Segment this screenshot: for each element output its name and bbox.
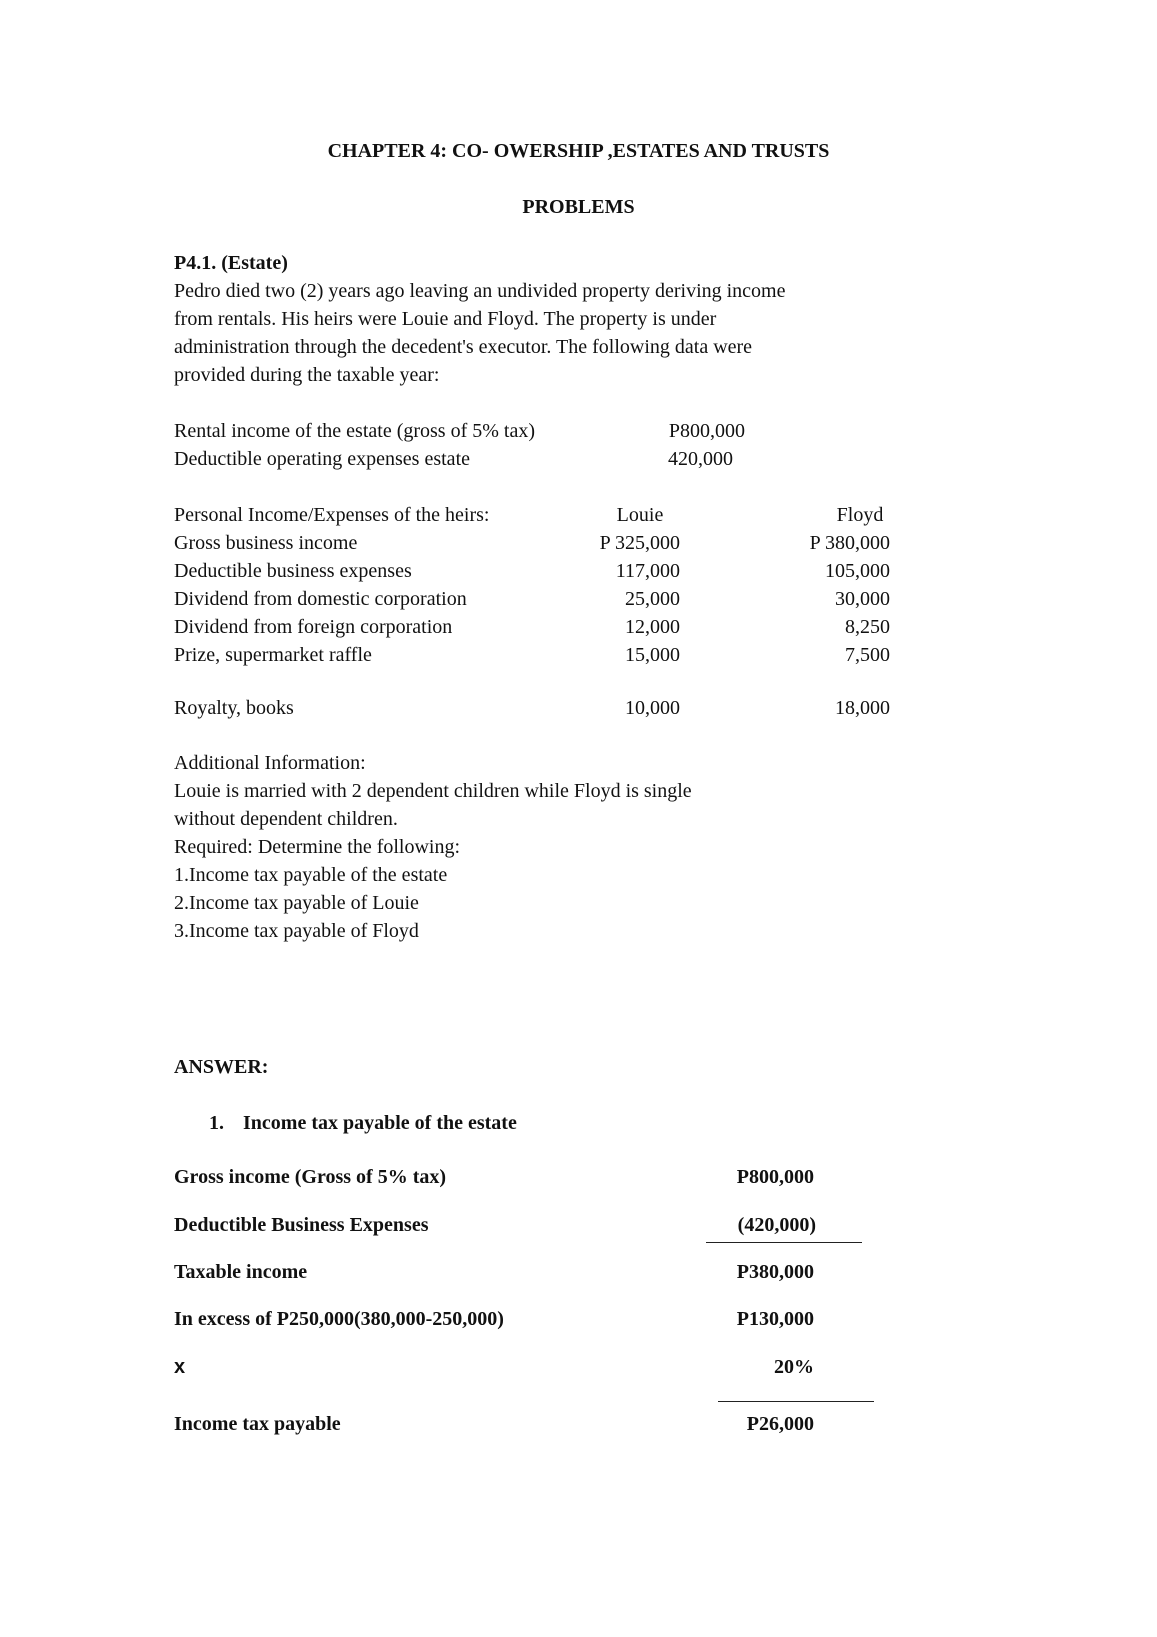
answer-row-value: P800,000: [736, 1166, 814, 1188]
additional-line: Required: Determine the following:: [174, 836, 461, 858]
heirs-row-louie: 15,000: [625, 644, 680, 666]
heirs-col-louie: Louie: [616, 504, 664, 526]
estate-item-label: Rental income of the estate (gross of 5% tax): [174, 420, 535, 442]
heirs-row-label: Gross business income: [174, 532, 358, 554]
intro-line: Pedro died two (2) years ago leaving an undivided property deriving income: [174, 280, 786, 302]
answer-item-number: 1.: [209, 1112, 224, 1134]
estate-item-value: 420,000: [668, 448, 733, 470]
underline-rule: [718, 1401, 874, 1402]
heirs-row-floyd: 7,500: [845, 644, 890, 666]
answer-row-label: Income tax payable: [174, 1413, 341, 1435]
heirs-row-floyd: 8,250: [845, 616, 890, 638]
chapter-title: CHAPTER 4: CO- OWERSHIP ,ESTATES AND TRUSTS: [327, 140, 830, 162]
heirs-row-label: Royalty, books: [174, 697, 294, 719]
section-title: PROBLEMS: [522, 196, 635, 218]
answer-row-value: 20%: [774, 1356, 814, 1378]
heirs-row-label: Dividend from domestic corporation: [174, 588, 467, 610]
heirs-table-header-label: Personal Income/Expenses of the heirs:: [174, 504, 490, 526]
answer-row-label: In excess of P250,000(380,000-250,000): [174, 1308, 504, 1330]
additional-line: 1.Income tax payable of the estate: [174, 864, 448, 886]
heirs-row-label: Deductible business expenses: [174, 560, 412, 582]
heirs-row-label: Dividend from foreign corporation: [174, 616, 453, 638]
estate-item-label: Deductible operating expenses estate: [174, 448, 470, 470]
problem-heading: P4.1. (Estate): [174, 252, 288, 274]
additional-line: 2.Income tax payable of Louie: [174, 892, 419, 914]
answer-row-label: Taxable income: [174, 1261, 308, 1283]
heirs-row-floyd: 105,000: [825, 560, 890, 582]
intro-line: from rentals. His heirs were Louie and Floyd. The property is under: [174, 308, 717, 330]
intro-line: provided during the taxable year:: [174, 364, 440, 386]
answer-row-value: P380,000: [736, 1261, 814, 1283]
answer-item-title: Income tax payable of the estate: [243, 1112, 517, 1134]
answer-row-value: P26,000: [746, 1413, 814, 1435]
heirs-col-floyd: Floyd: [836, 504, 884, 526]
answer-row-label: Gross income (Gross of 5% tax): [174, 1166, 447, 1188]
heirs-row-louie: 117,000: [615, 560, 680, 582]
heirs-row-louie: P 325,000: [599, 532, 680, 554]
heirs-row-louie: 25,000: [625, 588, 680, 610]
underline-rule: [706, 1242, 862, 1243]
intro-line: administration through the decedent's executor. The following data were: [174, 336, 753, 358]
estate-item-value: P800,000: [668, 420, 745, 442]
answer-row-label: x: [174, 1356, 186, 1378]
additional-line: 3.Income tax payable of Floyd: [174, 920, 419, 942]
heirs-row-label: Prize, supermarket raffle: [174, 644, 372, 666]
heirs-row-louie: 10,000: [625, 697, 680, 719]
answer-heading: ANSWER:: [174, 1056, 269, 1078]
heirs-row-floyd: P 380,000: [809, 532, 890, 554]
answer-row-value: P130,000: [736, 1308, 814, 1330]
additional-line: without dependent children.: [174, 808, 398, 830]
additional-line: Louie is married with 2 dependent children while Floyd is single: [174, 780, 692, 802]
heirs-row-floyd: 30,000: [835, 588, 890, 610]
answer-row-value: (420,000): [737, 1214, 816, 1236]
heirs-row-floyd: 18,000: [835, 697, 890, 719]
answer-row-label: Deductible Business Expenses: [174, 1214, 429, 1236]
additional-line: Additional Information:: [174, 752, 366, 774]
heirs-row-louie: 12,000: [625, 616, 680, 638]
